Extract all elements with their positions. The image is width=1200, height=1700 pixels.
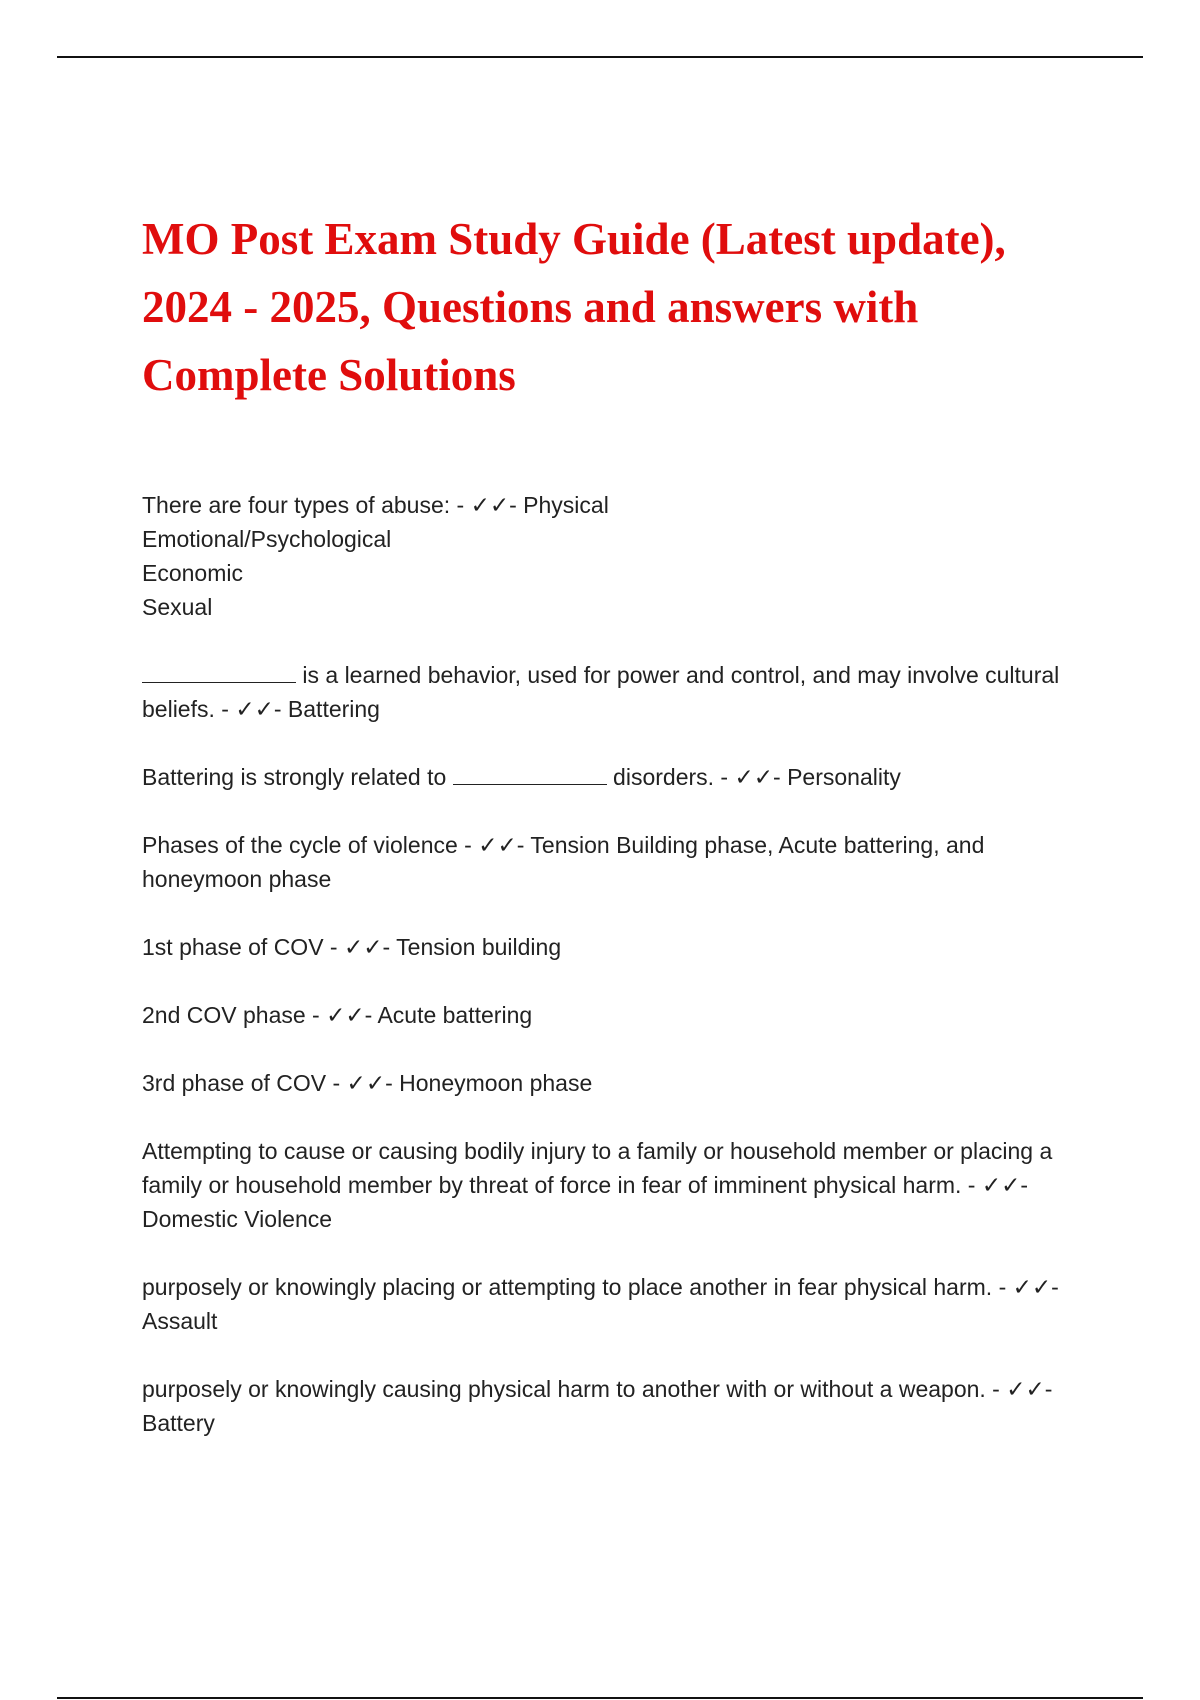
qa-item [142, 930, 1072, 964]
qa-item [142, 1066, 1072, 1100]
question-text: Attempting to cause or causing bodily injury to a family or household member or placing a family or household member by threat of force in fear of imminent physical harm. [142, 1138, 1053, 1198]
qa-item [142, 1134, 1072, 1236]
question-text: 1st phase of COV [142, 934, 324, 960]
document-body [142, 205, 1072, 1474]
answer-text: Personality [787, 764, 901, 790]
answer-marker: - ✓✓- [457, 832, 531, 858]
question-text: disorders. [606, 764, 715, 790]
question-text: There are four types of abuse: [142, 492, 451, 518]
answer-text: Honeymoon phase [399, 1070, 593, 1096]
answer-text: Tension Building phase, Acute battering, and honeymoon phase [142, 832, 985, 892]
answer-text: Battering [287, 696, 380, 722]
answer-marker: - ✓✓- [326, 1070, 400, 1096]
answer-marker: - ✓✓- [323, 934, 397, 960]
header-rule [57, 56, 1143, 58]
question-text: 3rd phase of COV [142, 1070, 327, 1096]
document-title: MO Post Exam Study Guide (Latest update), 2024 - 2025, Questions and answers with Complete Solutions [142, 214, 1006, 400]
question-text: Phases of the cycle of violence [142, 832, 458, 858]
question-text: is a learned behavior, used for power and control, and may involve cultural beliefs. [142, 662, 1060, 722]
question-text: Battering is strongly related to [142, 764, 453, 790]
question-text: purposely or knowingly placing or attempting to place another in fear physical harm. [142, 1274, 993, 1300]
qa-item [142, 488, 1072, 624]
answer-marker: - ✓✓- [714, 764, 788, 790]
answer-text: Tension building [396, 934, 562, 960]
qa-item [142, 1270, 1072, 1338]
qa-item [142, 760, 1072, 794]
answer-text: Battery [142, 1410, 215, 1436]
answer-text: Domestic Violence [142, 1206, 333, 1232]
answer-text: Acute battering [377, 1002, 533, 1028]
question-text: purposely or knowingly causing physical harm to another with or without a weapon. [142, 1376, 986, 1402]
answer-marker: - ✓✓- [961, 1172, 1029, 1198]
answer-text: Physical Emotional/Psychological Economic Sexual [142, 492, 609, 620]
footer-rule [57, 1697, 1143, 1699]
question-text: 2nd COV phase [142, 1002, 306, 1028]
answer-marker: - ✓✓- [450, 492, 524, 518]
answer-marker: - ✓✓- [985, 1376, 1053, 1402]
qa-item [142, 828, 1072, 896]
qa-item [142, 998, 1072, 1032]
fill-in-blank [453, 762, 607, 785]
qa-list [142, 488, 1072, 1440]
qa-item [142, 658, 1072, 726]
answer-marker: - ✓✓- [992, 1274, 1059, 1300]
fill-in-blank [142, 660, 296, 683]
qa-item [142, 1372, 1072, 1440]
answer-marker: - ✓✓- [214, 696, 288, 722]
answer-text: Assault [142, 1308, 218, 1334]
answer-marker: - ✓✓- [305, 1002, 378, 1028]
